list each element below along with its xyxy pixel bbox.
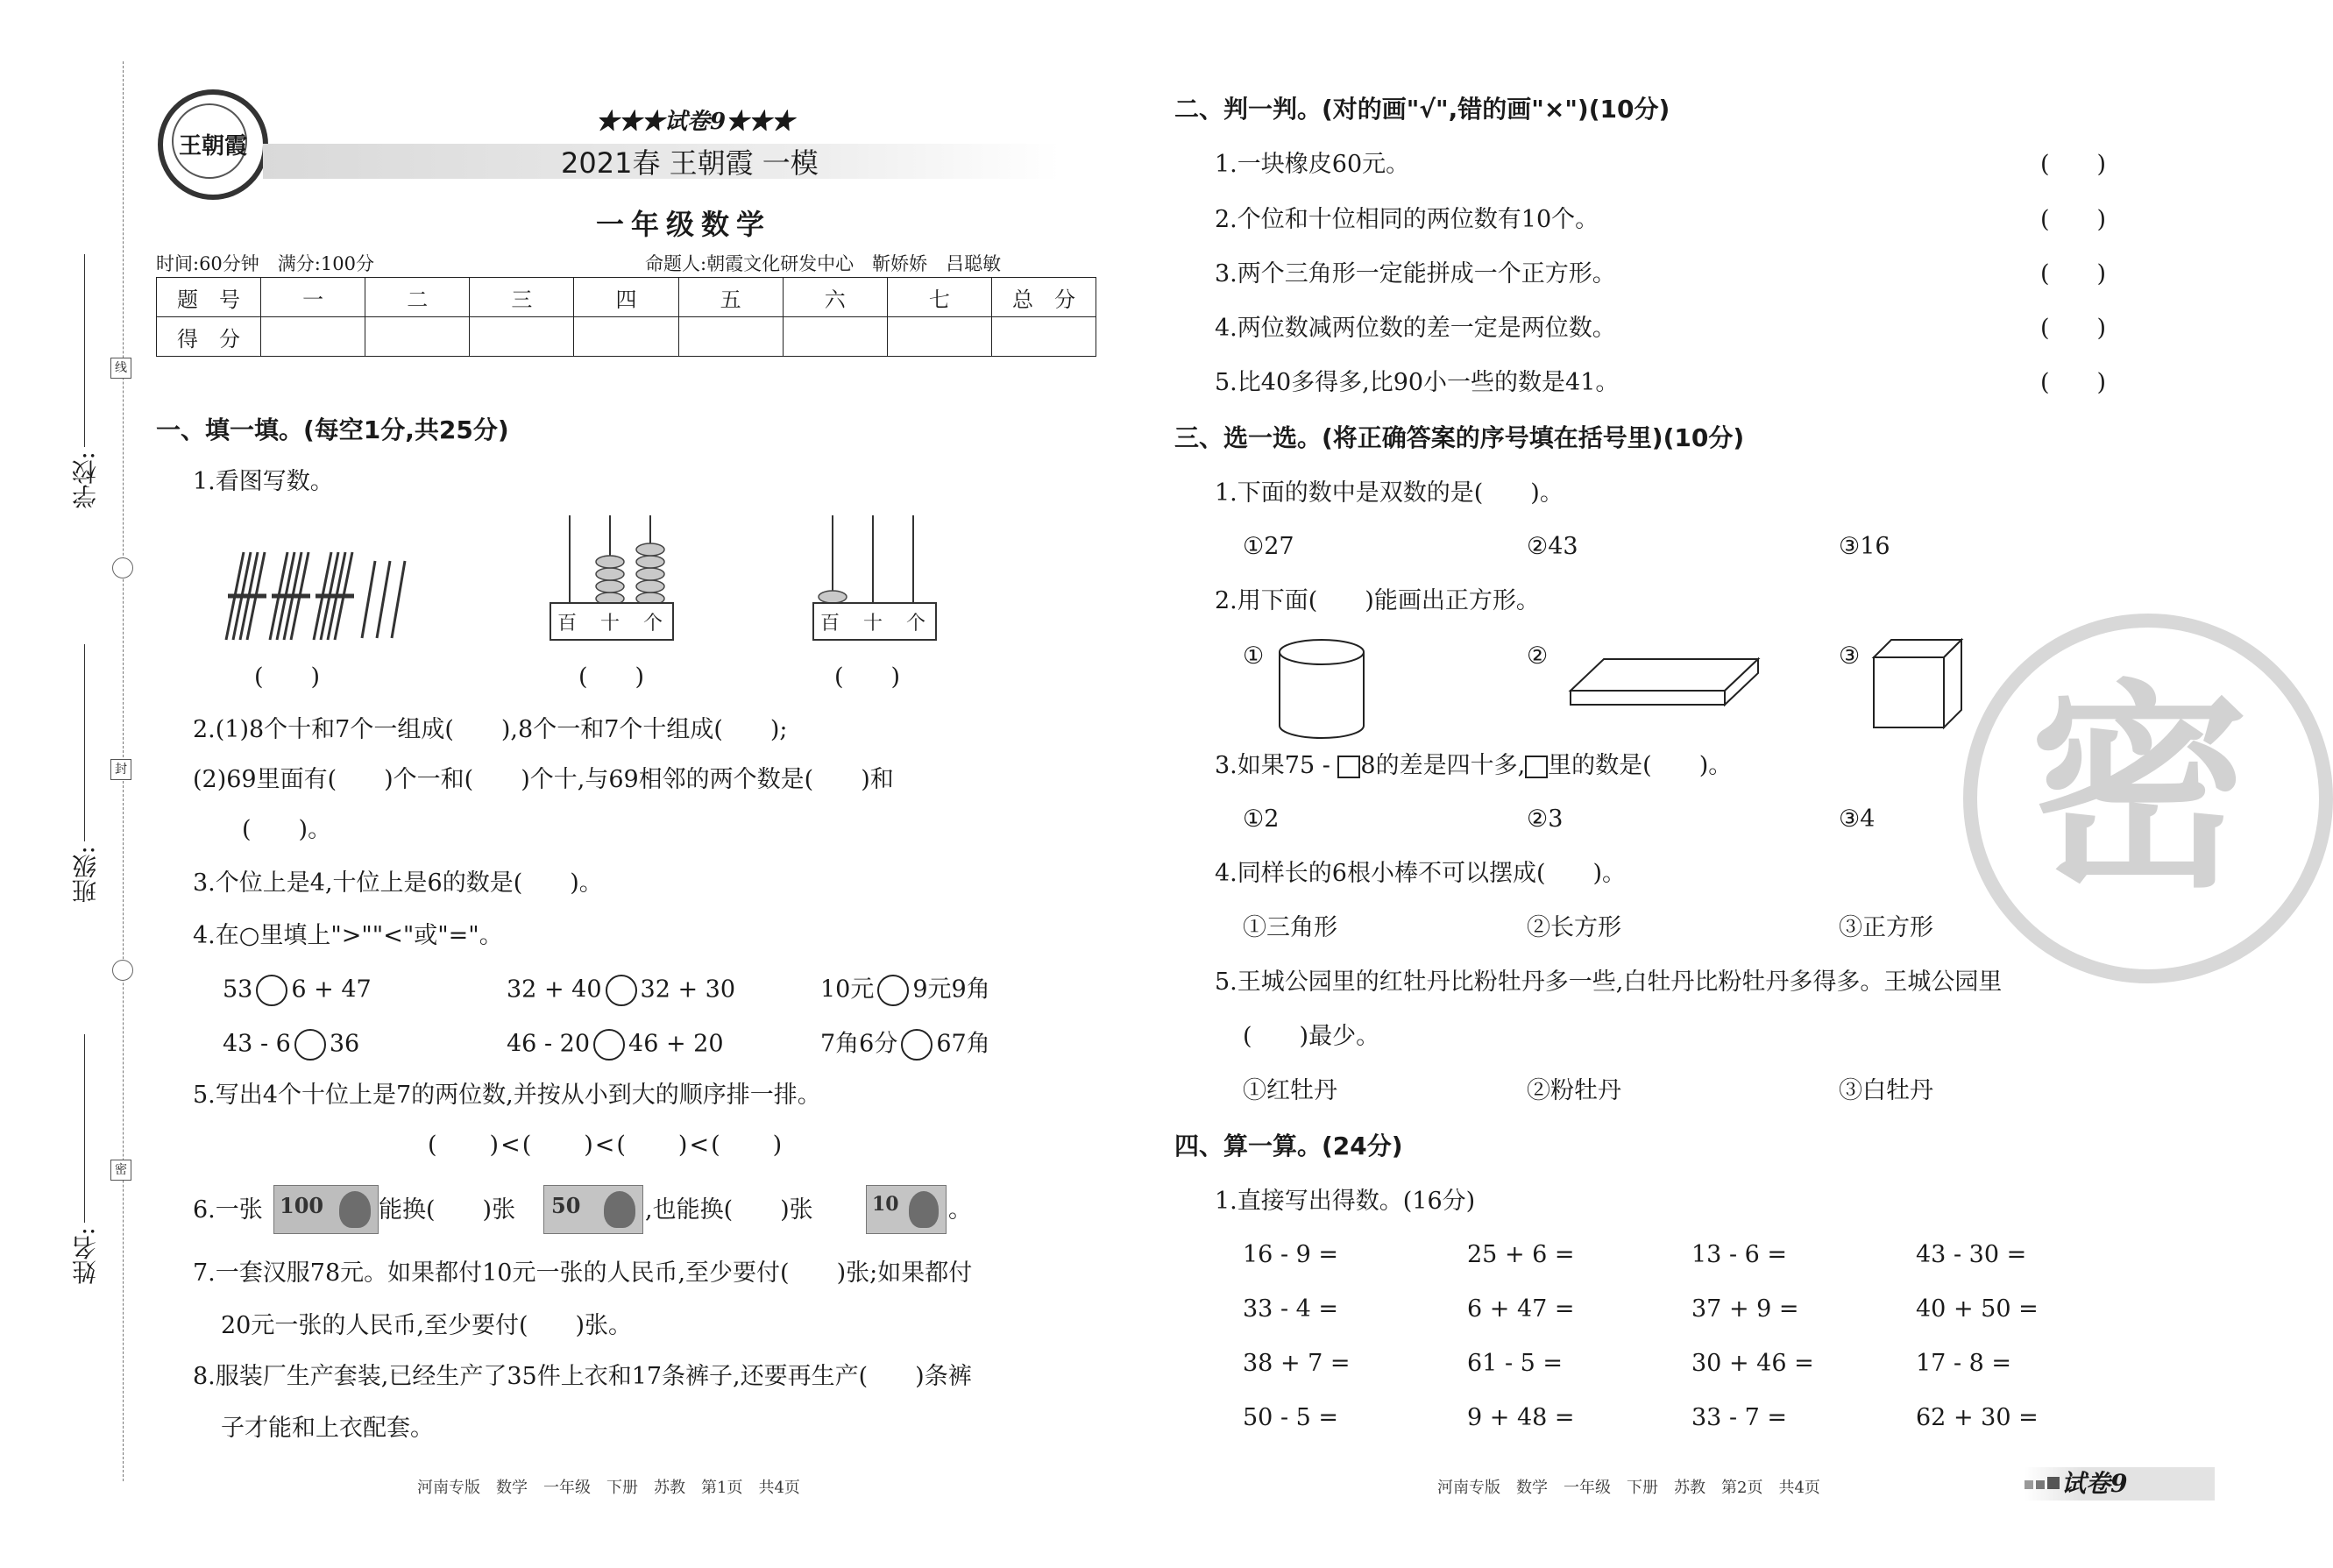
footer-right: 河南专版 数学 一年级 下册 苏教 第2页 共4页	[1437, 1479, 1820, 1497]
section1-title: 一、填一填。(每空1分,共25分)	[156, 415, 509, 444]
compare-item: 43 - 6 36	[223, 1029, 359, 1061]
calc-item[interactable]: 9 + 48 =	[1467, 1404, 1575, 1431]
judge-item: 2.个位和十位相同的两位数有10个。	[1215, 206, 1599, 233]
judge-item: 5.比40多得多,比90小一些的数是41。	[1215, 369, 1620, 396]
q4-text: 4.在○里填上">""<"或"="。	[193, 922, 503, 949]
binding-mark-seal: 封	[110, 759, 131, 780]
section3-title: 三、选一选。(将正确答案的序号填在括号里)(10分)	[1174, 423, 1745, 452]
name-input-line[interactable]	[84, 1034, 85, 1223]
judge-answer-box[interactable]: ( )	[2040, 260, 2107, 287]
compare-item: 53 6 + 47	[223, 975, 372, 1006]
judge-answer-box[interactable]: ( )	[2040, 369, 2107, 396]
choice-option[interactable]: ①2	[1243, 805, 1280, 833]
compare-circle[interactable]	[901, 1029, 932, 1061]
abacus-label-tens: 十	[599, 613, 620, 635]
score-header-cell: 二	[365, 278, 470, 317]
blank-square[interactable]	[1337, 756, 1360, 778]
calc-item[interactable]: 43 - 30 =	[1916, 1241, 2027, 1268]
score-header-cell: 一	[261, 278, 365, 317]
calc-item[interactable]: 33 - 7 =	[1691, 1404, 1788, 1431]
q6-part3: ,也能换( )张	[645, 1196, 813, 1224]
calc-item[interactable]: 25 + 6 =	[1467, 1241, 1575, 1268]
subject-title: 一年级数学	[596, 208, 772, 241]
calc-item[interactable]: 50 - 5 =	[1243, 1404, 1339, 1431]
banknote-100-icon: 100	[273, 1185, 379, 1234]
q8-line1: 8.服装厂生产套装,已经生产了35件上衣和17条裤子,还要再生产( )条裤	[193, 1363, 972, 1390]
abacus-label-hundreds: 百	[820, 613, 840, 635]
calc-item[interactable]: 38 + 7 =	[1243, 1350, 1351, 1377]
abacus-label-hundreds: 百	[557, 613, 578, 635]
judge-item: 4.两位数减两位数的差一定是两位数。	[1215, 315, 1616, 342]
compare-circle[interactable]	[593, 1029, 625, 1061]
q1-text: 1.看图写数。	[193, 468, 334, 495]
score-header-cell: 五	[678, 278, 783, 317]
score-cell[interactable]	[783, 317, 887, 357]
abacus-label-ones: 个	[905, 613, 925, 635]
choice-option[interactable]: ③正方形	[1839, 914, 1933, 941]
compare-item: 32 + 40 32 + 30	[507, 975, 735, 1006]
judge-answer-box[interactable]: ( )	[2040, 206, 2107, 233]
compare-item: 46 - 20 46 + 20	[507, 1029, 724, 1061]
choice-option[interactable]: ②43	[1527, 533, 1578, 560]
q5-order-line[interactable]: ( )<( )<( )<( )	[428, 1132, 784, 1159]
calc-item[interactable]: 61 - 5 =	[1467, 1350, 1564, 1377]
choice-option[interactable]: ②长方形	[1527, 914, 1621, 941]
banknote-10-icon: 10	[866, 1185, 947, 1234]
section4-title: 四、算一算。(24分)	[1174, 1132, 1403, 1160]
choice-option[interactable]: ①红牡丹	[1243, 1077, 1337, 1104]
q3-text: 3.个位上是4,十位上是6的数是( )。	[193, 869, 603, 897]
abacus-labels	[820, 608, 925, 635]
score-header-cell: 总 分	[992, 278, 1096, 317]
name-label: 姓名:	[71, 1227, 100, 1285]
footer-left: 河南专版 数学 一年级 下册 苏教 第1页 共4页	[417, 1479, 800, 1497]
calc-item[interactable]: 13 - 6 =	[1691, 1241, 1788, 1268]
q2-line2: (2)69里面有( )个一和( )个十,与69相邻的两个数是( )和	[193, 766, 894, 793]
score-cell[interactable]	[992, 317, 1096, 357]
calc-item[interactable]: 40 + 50 =	[1916, 1295, 2039, 1323]
watermark-seal: 密	[1963, 614, 2333, 983]
flat-cuboid-icon	[1569, 656, 1762, 708]
class-input-line[interactable]	[84, 644, 85, 841]
time-info: 时间:60分钟 满分:100分	[156, 253, 374, 274]
binding-mark-line: 线	[110, 358, 131, 379]
school-label: 学校:	[71, 451, 100, 509]
q6-part2: 能换( )张	[379, 1196, 516, 1224]
judge-item: 1.一块橡皮60元。	[1215, 151, 1410, 178]
section2-title: 二、判一判。(对的画"√",错的画"×")(10分)	[1174, 95, 1670, 124]
q7-line1: 7.一套汉服78元。如果都付10元一张的人民币,至少要付( )张;如果都付	[193, 1259, 973, 1287]
compare-circle[interactable]	[256, 975, 287, 1006]
choice-q5-line1: 5.王城公园里的红牡丹比粉牡丹多一些,白牡丹比粉牡丹多得多。王城公园里	[1215, 968, 2003, 996]
logo-seal: 王朝霞	[158, 89, 268, 200]
q8-line2: 子才能和上衣配套。	[221, 1415, 434, 1442]
score-cell[interactable]	[470, 317, 574, 357]
abacus-labels	[557, 608, 663, 635]
score-row-label: 得 分	[157, 317, 261, 357]
choice-option[interactable]: ①27	[1243, 533, 1294, 560]
choice-option[interactable]: ③16	[1839, 533, 1890, 560]
calc-q1: 1.直接写出得数。(16分)	[1215, 1188, 1476, 1215]
stick-bundles-picture	[209, 535, 419, 649]
choice-option[interactable]: ②	[1527, 642, 1549, 670]
score-cell[interactable]	[261, 317, 365, 357]
footer-tag-squares	[2025, 1476, 2060, 1493]
compare-circle[interactable]	[606, 975, 637, 1006]
score-cell[interactable]	[678, 317, 783, 357]
paper-series: ★★★试卷9★★★	[596, 109, 795, 135]
calc-item[interactable]: 30 + 46 =	[1691, 1350, 1814, 1377]
binding-hole-1	[112, 557, 133, 578]
banknote-50-icon: 50	[543, 1185, 643, 1234]
choice-q1: 1.下面的数中是双数的是( )。	[1215, 479, 1564, 507]
choice-q2: 2.用下面( )能画出正方形。	[1215, 587, 1540, 614]
q5-text: 5.写出4个十位上是7的两位数,并按从小到大的顺序排一排。	[193, 1082, 821, 1109]
school-input-line[interactable]	[84, 254, 85, 447]
class-label: 班级:	[71, 846, 100, 904]
score-cell[interactable]	[574, 317, 678, 357]
calc-item[interactable]: 17 - 8 =	[1916, 1350, 2012, 1377]
choice-q3: 3.如果75 - 8的差是四十多, 里的数是( )。	[1215, 752, 1733, 779]
score-header-cell: 三	[470, 278, 574, 317]
compare-item: 10元 9元9角	[820, 975, 990, 1006]
binding-mark-secret: 密	[110, 1160, 131, 1181]
choice-option[interactable]: ③4	[1839, 805, 1876, 833]
compare-item: 7角6分 67角	[820, 1029, 990, 1061]
compare-circle[interactable]	[294, 1029, 326, 1061]
calc-item[interactable]: 16 - 9 =	[1243, 1241, 1339, 1268]
score-cell[interactable]	[365, 317, 470, 357]
q2-line3: ( )。	[242, 816, 332, 843]
choice-option[interactable]: ③	[1839, 642, 1861, 670]
choice-q4: 4.同样长的6根小棒不可以摆成( )。	[1215, 860, 1627, 887]
calc-item[interactable]: 62 + 30 =	[1916, 1404, 2039, 1431]
binding-hole-2	[112, 960, 133, 981]
choice-option[interactable]: ①三角形	[1243, 914, 1337, 941]
q6-part4: 。	[948, 1196, 972, 1224]
q1-blank[interactable]: ( )	[834, 663, 901, 691]
q2-line1: 2.(1)8个十和7个一组成( ),8个一和7个十组成( );	[193, 716, 788, 743]
choice-q5-line2: ( )最少。	[1243, 1023, 1380, 1050]
cylinder-icon	[1276, 635, 1367, 743]
q7-line2: 20元一张的人民币,至少要付( )张。	[221, 1312, 633, 1339]
choice-option[interactable]: ②3	[1527, 805, 1564, 833]
exam-title: 2021春 王朝霞 一模	[561, 146, 819, 180]
judge-answer-box[interactable]: ( )	[2040, 151, 2107, 178]
calc-item[interactable]: 37 + 9 =	[1691, 1295, 1799, 1323]
compare-circle[interactable]	[877, 975, 909, 1006]
choice-option[interactable]: ①	[1243, 642, 1265, 670]
abacus-label-tens: 十	[862, 613, 883, 635]
score-header-cell: 四	[574, 278, 678, 317]
choice-option[interactable]: ②粉牡丹	[1527, 1077, 1621, 1104]
calc-item[interactable]: 6 + 47 =	[1467, 1295, 1575, 1323]
footer-paper-tag: 试卷9	[2061, 1469, 2128, 1498]
judge-answer-box[interactable]: ( )	[2040, 315, 2107, 342]
score-table	[156, 277, 1096, 357]
calc-item[interactable]: 33 - 4 =	[1243, 1295, 1339, 1323]
abacus-label-ones: 个	[642, 613, 663, 635]
score-header-cell: 六	[783, 278, 887, 317]
q1-blank[interactable]: ( )	[578, 663, 645, 691]
score-cell[interactable]	[887, 317, 991, 357]
q1-blank[interactable]: ( )	[254, 663, 321, 691]
judge-item: 3.两个三角形一定能拼成一个正方形。	[1215, 260, 1616, 287]
cube-icon	[1872, 638, 1963, 729]
authors: 命题人:朝霞文化研发中心 靳娇娇 吕聪敏	[645, 253, 1002, 274]
choice-option[interactable]: ③白牡丹	[1839, 1077, 1933, 1104]
q6-part1: 6.一张	[193, 1196, 263, 1224]
blank-square[interactable]	[1525, 756, 1548, 778]
score-header-cell: 七	[887, 278, 991, 317]
score-header-cell: 题 号	[157, 278, 261, 317]
